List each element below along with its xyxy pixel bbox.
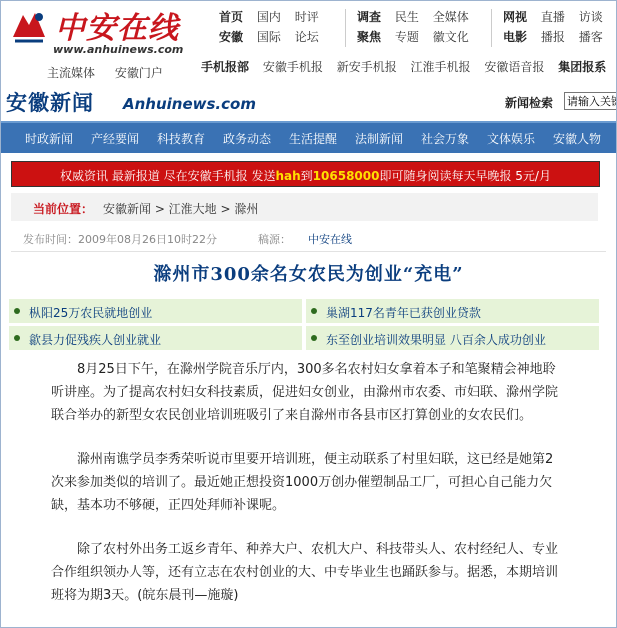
related-link[interactable]: 歙县力促残疾人创业就业 (29, 333, 162, 347)
logo-mark-icon (9, 7, 49, 47)
article-paragraph: 滁州南谯学员李秀荣听说市里要开培训班，便主动联系了村里妇联，这已经是她第2次来参加类似的培训了。最近她正想投资1000万创办催塑制品工厂，可担心自己能力欠缺，基本功不够硬，正四处拜师补课呢。 (51, 452, 554, 513)
site-logo[interactable] (9, 5, 199, 61)
nav-interview[interactable]: 访谈 (578, 10, 603, 24)
bullet-icon (14, 335, 20, 341)
channel-economy[interactable]: 产经要闻 (91, 132, 140, 146)
channel-bar (1, 121, 616, 153)
mobile-link-xinan[interactable]: 新安手机报 (336, 60, 397, 74)
related-item[interactable] (306, 326, 599, 350)
related-item[interactable] (306, 299, 599, 323)
nav-podcast[interactable]: 播客 (578, 30, 603, 44)
top-nav-group-1 (219, 7, 329, 47)
mobile-link-group[interactable]: 集团报系 (558, 60, 607, 74)
nav-international[interactable]: 国际 (256, 30, 281, 44)
related-link[interactable]: 枞阳25万农民就地创业 (29, 306, 153, 320)
nav-webtv[interactable]: 网视 (503, 10, 528, 24)
channel-government[interactable]: 政务动态 (223, 132, 272, 146)
nav-live[interactable]: 直播 (540, 10, 565, 24)
nav-anhui[interactable]: 安徽 (219, 30, 244, 44)
brand-row (1, 85, 616, 119)
channel-society[interactable]: 社会万象 (421, 132, 470, 146)
mobile-link-voice[interactable]: 安徽语音报 (484, 60, 545, 74)
nav-forum[interactable]: 论坛 (294, 30, 319, 44)
channel-science[interactable]: 科技教育 (157, 132, 206, 146)
sub-link-mainstream[interactable]: 主流媒体 (47, 66, 96, 80)
meta-divider (11, 251, 606, 252)
sub-links (47, 64, 179, 81)
promo-text (12, 167, 599, 184)
bullet-icon (311, 335, 317, 341)
article-headline: 滁州市300余名女农民为创业“充电” (153, 264, 464, 285)
related-item[interactable] (9, 299, 302, 323)
logo-url: www.anhuinews.com (53, 43, 184, 56)
mobile-link-jianghuai[interactable]: 江淮手机报 (410, 60, 471, 74)
nav-domestic[interactable]: 国内 (256, 10, 281, 24)
channel-culture[interactable]: 文体娱乐 (487, 132, 536, 146)
breadcrumb-path[interactable]: 安徽新闻 > 江淮大地 > 滁州 (103, 202, 259, 216)
publish-time: 2009年08月26日10时22分 (78, 233, 217, 246)
nav-divider (345, 9, 346, 47)
bullet-icon (311, 308, 317, 314)
mobile-link-dept[interactable]: 手机报部 (201, 60, 250, 74)
top-nav-group-3 (503, 7, 613, 47)
bullet-icon (14, 308, 20, 314)
source-link[interactable]: 中安在线 (307, 233, 352, 246)
section-title-en: Anhuinews.com (123, 95, 256, 113)
mobile-paper-bar (201, 58, 616, 75)
breadcrumb-label: 当前位置： (33, 202, 94, 216)
promo-mid: 到 (300, 169, 313, 183)
top-nav-group-2 (357, 7, 479, 47)
logo-title: 中安在线 (55, 11, 179, 46)
article-paragraph: 除了农村外出务工返乡青年、种养大户、农机大户、科技带头人、农村经纪人、专业合作组织领办人等，还有立志在农村创业的大、中专毕业生也踊跃参与。据悉，本期培训班将为期3天。(皖东晨刊—施璇) (51, 542, 559, 603)
nav-broadcast[interactable]: 播报 (540, 30, 565, 44)
nav-allmedia[interactable]: 全媒体 (432, 10, 469, 24)
sub-link-portal[interactable]: 安徽门户 (114, 66, 163, 80)
channel-life[interactable]: 生活提醒 (289, 132, 338, 146)
promo-banner[interactable] (11, 161, 600, 187)
related-link[interactable]: 东至创业培训效果明显 八百余人成功创业 (326, 333, 546, 347)
source-label: 稿源： (257, 233, 291, 246)
related-links (9, 299, 600, 351)
nav-divider (491, 9, 492, 47)
nav-commentary[interactable]: 时评 (294, 10, 319, 24)
related-link[interactable]: 巢湖117名青年已获创业贷款 (326, 306, 481, 320)
promo-pre: 权威资讯 最新报道 尽在安徽手机报 发送 (60, 169, 276, 183)
channel-legal[interactable]: 法制新闻 (355, 132, 404, 146)
nav-home[interactable]: 首页 (219, 10, 244, 24)
related-item[interactable] (9, 326, 302, 350)
article-body (51, 358, 563, 628)
channel-politics[interactable]: 时政新闻 (25, 132, 74, 146)
search-input[interactable] (564, 92, 617, 110)
article-paragraph: 8月25日下午，在滁州学院音乐厅内，300多名农村妇女拿着本子和笔聚精会神地聆听讲座。为了提高农村妇女科技素质，促进妇女创业，由滁州市农委、市妇联、滁州学院联合举办的新型女农民创业培训班吸引了来自滁州市各县市区打算创业的女农民们。 (51, 362, 559, 423)
mobile-link-anhui[interactable]: 安徽手机报 (262, 60, 323, 74)
nav-survey[interactable]: 调查 (357, 10, 382, 24)
nav-special[interactable]: 专题 (394, 30, 419, 44)
search-label: 新闻检索 (505, 96, 554, 110)
promo-code: hah (275, 169, 301, 183)
article-meta (23, 231, 352, 247)
nav-focus[interactable]: 聚焦 (357, 30, 382, 44)
section-title[interactable]: 安徽新闻 (6, 91, 94, 115)
promo-number: 10658000 (312, 169, 380, 183)
channel-people[interactable]: 安徽人物 (553, 132, 602, 146)
promo-post: 即可随身阅读每天早晚报 5元/月 (379, 169, 551, 183)
publish-label: 发布时间： (23, 233, 78, 246)
nav-livelihood[interactable]: 民生 (394, 10, 419, 24)
site-header (1, 1, 616, 83)
breadcrumb (11, 193, 598, 221)
nav-huiculture[interactable]: 徽文化 (432, 30, 469, 44)
nav-movie[interactable]: 电影 (503, 30, 528, 44)
